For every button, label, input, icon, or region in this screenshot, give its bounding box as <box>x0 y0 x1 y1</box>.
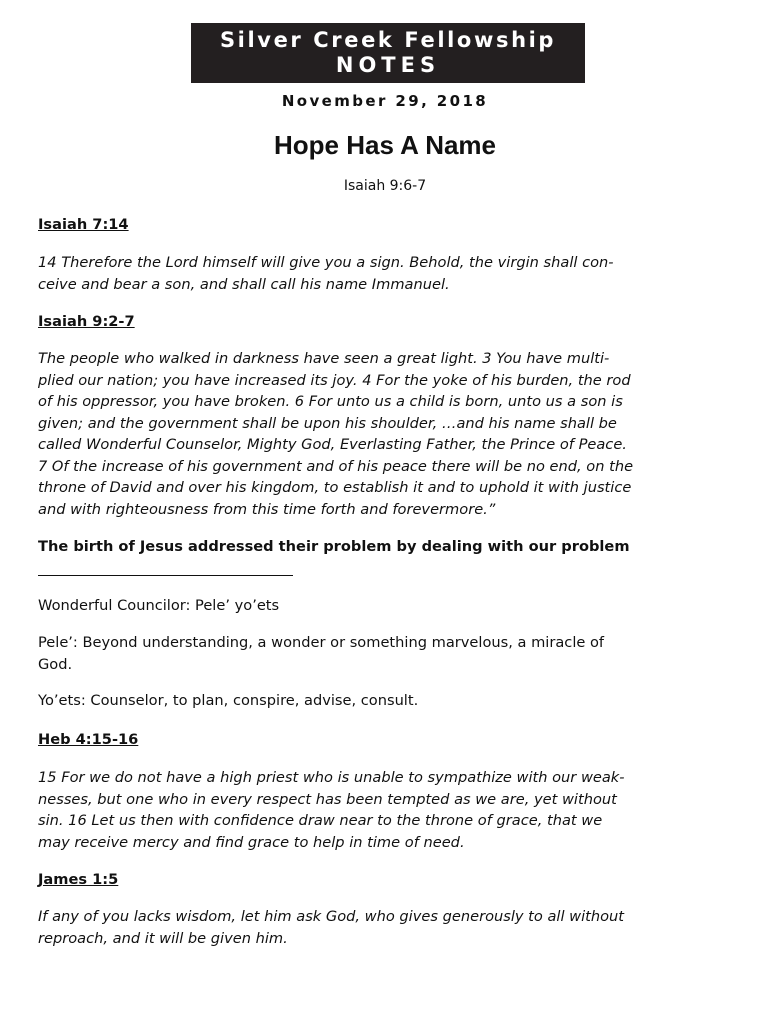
text-line: plied our nation; you have increased its joy. 4 For the yoke of his burden, the rod <box>38 371 631 389</box>
text-line: of his oppressor, you have broken. 6 For unto us a child is born, unto us a son is <box>38 393 623 410</box>
text-line: The people who walked in darkness have seen a great light. 3 You have multi- <box>38 350 610 367</box>
text-line: If any of you lacks wisdom, let him ask God, who gives generously to all without <box>38 908 625 925</box>
yoets-definition: Yo’ets: Counselor, to plan, conspire, advise, consult. <box>38 692 419 709</box>
sermon-title: Hope Has A Name <box>273 130 497 160</box>
isaiah-9-2-7-heading: Isaiah 9:2-7 <box>38 313 135 330</box>
header-banner <box>191 23 585 83</box>
sermon-date: November 29, 2018 <box>281 92 489 110</box>
isaiah-7-14-heading: Isaiah 7:14 <box>38 216 129 233</box>
text-line: called Wonderful Counselor, Mighty God, Everlasting Father, the Prince of Peace. <box>38 436 627 453</box>
wonderful-councilor-line: Wonderful Councilor: Pele’ yo’ets <box>38 597 280 614</box>
heb-4-15-16-text <box>38 767 738 853</box>
birth-statement: The birth of Jesus addressed their problem by dealing with our problem <box>38 538 630 555</box>
text-line: nesses, but one who in every respect has been tempted as we are, yet without <box>38 790 617 808</box>
james-1-5-text <box>38 906 738 949</box>
text-line: reproach, and it will be given him. <box>38 929 288 947</box>
church-name: Silver Creek Fellowship <box>219 28 557 52</box>
fill-in-blank-line <box>38 575 293 576</box>
heb-4-15-16-heading: Heb 4:15-16 <box>38 731 139 748</box>
text-line: given; and the government shall be upon his shoulder, …and his name shall be <box>38 414 617 432</box>
main-scripture-ref: Isaiah 9:6-7 <box>343 178 427 194</box>
text-line: and with righteousness from this time forth and forevermore.” <box>38 500 496 518</box>
text-line: sin. 16 Let us then with confidence draw near to the throne of grace, that we <box>38 812 603 829</box>
text-line: 15 For we do not have a high priest who is unable to sympathize with our weak- <box>38 769 625 786</box>
text-line: throne of David and over his kingdom, to establish it and to uphold it with justice <box>38 479 632 496</box>
text-line: 14 Therefore the Lord himself will give you a sign. Behold, the virgin shall con- <box>38 254 614 271</box>
text-line: may receive mercy and find grace to help in time of need. <box>38 833 465 851</box>
text-line: Pele’: Beyond understanding, a wonder or something marvelous, a miracle of <box>38 634 605 651</box>
pele-definition <box>38 632 738 675</box>
isaiah-9-2-7-text <box>38 348 738 520</box>
text-line: 7 Of the increase of his government and of his peace there will be no end, on the <box>38 457 634 475</box>
isaiah-7-14-text <box>38 252 738 295</box>
text-line: God. <box>38 655 73 673</box>
james-1-5-heading: James 1:5 <box>38 871 119 888</box>
notes-label: NOTES <box>335 53 441 77</box>
text-line: ceive and bear a son, and shall call his name Immanuel. <box>38 275 450 293</box>
